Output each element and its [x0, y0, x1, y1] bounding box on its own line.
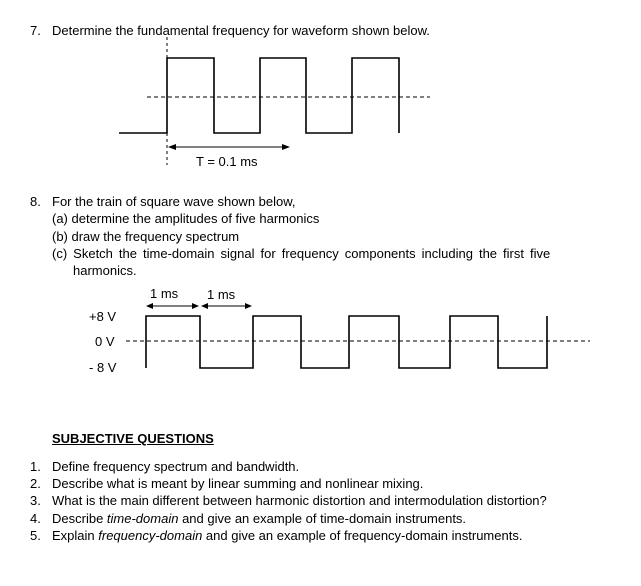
list-item	[30, 528, 523, 543]
q8-part-c-line2: harmonics.	[73, 263, 137, 278]
q8-intro: For the train of square wave shown below,	[52, 194, 296, 209]
item-number: 3.	[30, 493, 41, 508]
item-number: 1.	[30, 459, 41, 474]
q8-part-a: (a) determine the amplitudes of five harmonics	[52, 211, 320, 226]
item-number: 4.	[30, 511, 41, 526]
q7-arrow-head-left	[168, 144, 176, 150]
q7-square-wave	[119, 58, 399, 133]
q8-minus8-label: - 8 V	[89, 360, 117, 375]
q7-waveform	[119, 37, 430, 165]
q8-arrow-b-right	[245, 303, 252, 309]
item-text: Describe what is meant by linear summing and nonlinear mixing.	[52, 476, 424, 491]
q8-square-wave	[146, 316, 547, 368]
item-text-post: and give an example of time-domain instruments.	[178, 511, 467, 526]
subjective-heading: SUBJECTIVE QUESTIONS	[52, 431, 214, 446]
q8-arrow-b-left	[201, 303, 208, 309]
item-text-em: frequency-domain	[98, 528, 203, 543]
q8-part-b: (b) draw the frequency spectrum	[52, 229, 240, 244]
list-item	[30, 459, 300, 474]
q7-number: 7.	[30, 23, 41, 38]
list-item	[30, 476, 424, 491]
q8-arrow-a-right	[192, 303, 199, 309]
item-text	[52, 528, 522, 543]
item-number: 5.	[30, 528, 41, 543]
q8-number: 8.	[30, 194, 41, 209]
item-number: 2.	[30, 476, 41, 491]
q8-1ms-label-b: 1 ms	[207, 287, 236, 302]
q8-zero-label: 0 V	[95, 334, 115, 349]
q8-arrow-a-left	[146, 303, 153, 309]
list-item	[30, 511, 467, 526]
item-text: What is the main different between harmonic distortion and intermodulation distortion?	[52, 493, 547, 508]
item-text: Define frequency spectrum and bandwidth.	[52, 459, 300, 474]
item-text-pre: Describe	[52, 511, 107, 526]
q7-text: Determine the fundamental frequency for waveform shown below.	[52, 23, 430, 38]
q7-period-label: T = 0.1 ms	[196, 154, 258, 169]
q8-plus8-label: +8 V	[89, 309, 117, 324]
q8-part-c-line1: (c) Sketch the time-domain signal for frequency components including the first five	[52, 246, 551, 261]
q7-arrow-head-right	[282, 144, 290, 150]
item-text	[52, 511, 466, 526]
q8-1ms-label-a: 1 ms	[150, 286, 179, 301]
item-text-em: time-domain	[106, 511, 179, 526]
item-text-pre: Explain	[52, 528, 99, 543]
item-text-post: and give an example of frequency-domain instruments.	[202, 528, 523, 543]
list-item	[30, 493, 547, 508]
q8-waveform	[126, 303, 590, 368]
